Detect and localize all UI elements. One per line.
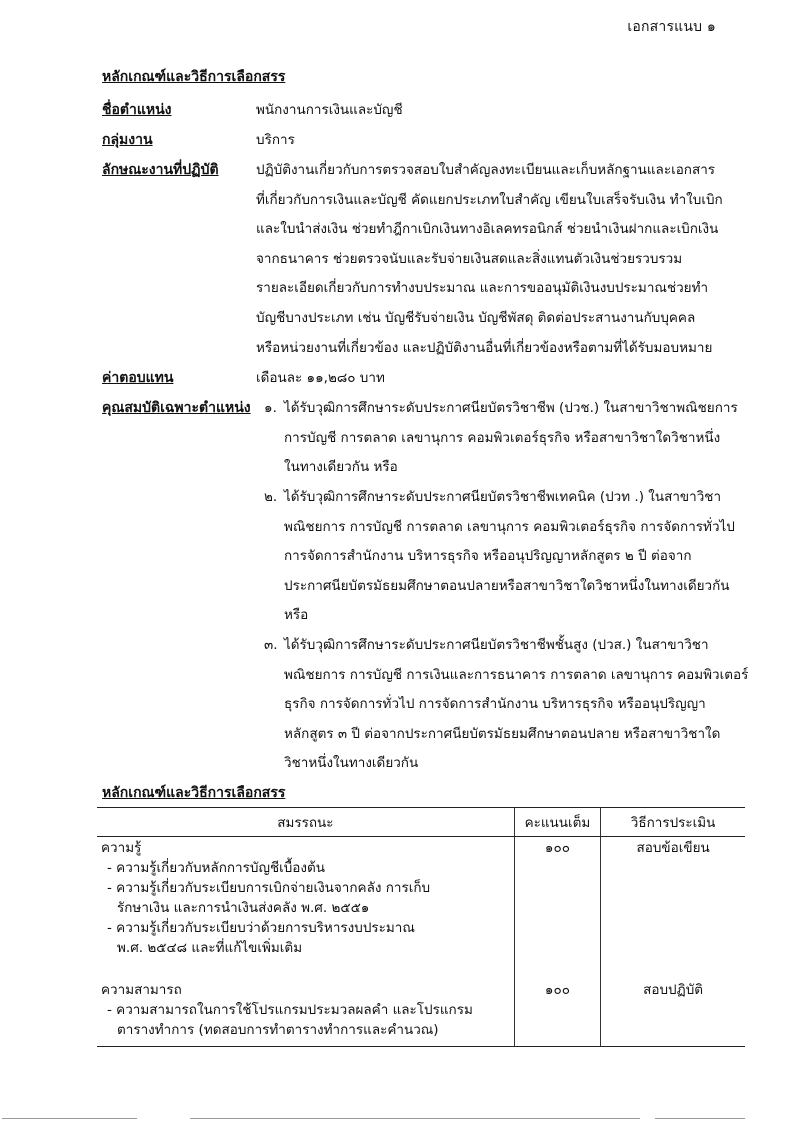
full-score-cell: ๑๐๐ [514,979,600,1047]
field-value [256,156,768,363]
competency-heading: ความรู้ [101,840,142,856]
text-line: ปฏิบัติงานเกี่ยวกับการตรวจสอบใบสำคัญลงทะเบียนและเก็บหลักฐานและเอกสาร [256,162,716,178]
section-title-selection-criteria-2: หลักเกณฑ์และวิธีการเลือกสรร [102,785,286,801]
text-line: ตารางทำการ (ทดสอบการทำตารางทำการและคำนวณ) [117,1021,439,1038]
competency-heading: ความสามารถ [101,981,182,998]
text-line: จากธนาคาร ช่วยตรวจนับและรับจ่ายเงินสดและสิ่งแทนตัวเงินช่วยรวบรวม [256,250,683,267]
text-line: การจัดการสำนักงาน บริหารธุรกิจ หรืออนุปริญญาหลักสูตร ๒ ปี ต่อจาก [284,548,692,565]
text-line: รายละเอียดเกี่ยวกับการทำงบประมาณ และการขออนุมัติเงินงบประมาณช่วยทำ [256,280,709,297]
competency-cell [97,837,514,979]
text-line: และใบนำส่งเงิน ช่วยทำฎีกาเบิกเงินทางอิเลคทรอนิกส์ ช่วยนำเงินฝากและเบิกเงิน [256,221,719,238]
field-qualifications [102,394,772,774]
text-line: - ความรู้เกี่ยวกับระเบียบว่าด้วยการบริหารงบประมาณ [107,920,415,936]
field-value: บริการ [256,132,295,148]
field-label: คุณสมบัติเฉพาะตำแหน่ง [102,400,251,416]
section-title-selection-criteria: หลักเกณฑ์และวิธีการเลือกสรร [102,69,286,85]
competency-bullet [101,1000,514,1040]
field-label: ชื่อตำแหน่ง [102,102,172,118]
text-line: ได้รับวุฒิการศึกษาระดับประกาศนียบัตรวิชาชีพชั้นสูง (ปวส.) ในสาขาวิชา [284,637,709,653]
text-line: พ.ศ. ๒๕๔๘ และที่แก้ไขเพิ่มเติม [117,940,303,956]
header-competency: สมรรถนะ [97,808,514,837]
text-line: ได้รับวุฒิการศึกษาระดับประกาศนียบัตรวิชาชีพเทคนิค (ปวท .) ในสาขาวิชา [284,489,722,505]
text-line: พณิชยการ การบัญชี การเงินและการธนาคาร การตลาด เลขานุการ คอมพิวเตอร์ [284,666,749,683]
text-line: บัญชีบางประเภท เช่น บัญชีรับจ่ายเงิน บัญชีพัสดุ ติดต่อประสานงานกับบุคคล [256,309,696,326]
field-label: กลุ่มงาน [102,132,153,148]
item-number: ๑. [264,400,277,416]
text-line: ที่เกี่ยวกับการเงินและบัญชี คัดแยกประเภทใบสำคัญ เขียนใบเสร็จรับเงิน ทำใบเบิก [256,191,723,208]
field-label: ค่าตอบแทน [102,370,174,386]
table-row [97,837,745,979]
assessment-method-cell: สอบข้อเขียน [601,837,745,979]
item-text [284,631,748,779]
text-line: หลักสูตร ๓ ปี ต่อจากประกาศนียบัตรมัธยมศึกษาตอนปลาย หรือสาขาวิชาใด [284,725,721,742]
assessment-method-cell: สอบปฏิบัติ [601,979,745,1047]
text-line: หรือหน่วยงานที่เกี่ยวข้อง และปฏิบัติงานอื่นที่เกี่ยวข้องหรือตามที่ได้รับมอบหมาย [256,339,713,356]
field-value: พนักงานการเงินและบัญชี [256,102,403,118]
text-line: ในทางเดียวกัน หรือ [284,459,398,476]
text-line: - ความรู้เกี่ยวกับหลักการบัญชีเบื้องต้น [107,860,325,876]
table-header-row [97,808,745,837]
field-label: ลักษณะงานที่ปฏิบัติ [102,162,219,178]
competency-bullet [101,918,514,958]
text-line: หรือ [284,607,309,624]
header-assessment-method: วิธีการประเมิน [601,808,745,837]
competency-cell [97,979,514,1047]
competency-bullet [101,858,514,878]
text-line: - ความสามารถในการใช้โปรแกรมประมวลผลคำ และโปรแกรม [107,1001,473,1018]
item-number: ๒. [264,489,278,505]
item-text [284,483,735,631]
field-value: เดือนละ ๑๑,๒๘๐ บาท [256,370,385,386]
table-row [97,979,745,1047]
text-line: ได้รับวุฒิการศึกษาระดับประกาศนียบัตรวิชาชีพ (ปวช.) ในสาขาวิชาพณิชยการ [284,400,738,416]
text-line: วิชาหนึ่งในทางเดียวกัน [284,755,419,772]
text-line: - ความรู้เกี่ยวกับระเบียบการเบิกจ่ายเงินจากคลัง การเก็บ [107,880,431,896]
competency-bullet [101,878,514,918]
full-score-cell: ๑๐๐ [514,837,600,979]
text-line: การบัญชี การตลาด เลขานุการ คอมพิวเตอร์ธุรกิจ หรือสาขาวิชาใดวิชาหนึ่ง [284,429,721,446]
scan-artifact-line [2,1118,137,1119]
item-number: ๓. [264,637,278,653]
text-line: ธุรกิจ การจัดการทั่วไป การจัดการสำนักงาน บริหารธุรกิจ หรืออนุปริญญา [284,696,706,713]
criteria-table [97,807,745,1047]
scan-artifact-line [655,1118,745,1119]
text-line: พณิชยการ การบัญชี การตลาด เลขานุการ คอมพิวเตอร์ธุรกิจ การจัดการทั่วไป [284,518,735,535]
item-text [284,394,738,483]
text-line: ประกาศนียบัตรมัธยมศึกษาตอนปลายหรือสาขาวิชาใดวิชาหนึ่งในทางเดียวกัน [284,577,730,594]
text-line: รักษาเงิน และการนำเงินส่งคลัง พ.ศ. ๒๕๕๑ [117,900,370,916]
scan-artifact-line [190,1118,640,1119]
header-full-score: คะแนนเต็ม [514,808,600,837]
attachment-reference: เอกสารแนบ ๑ [627,19,716,35]
